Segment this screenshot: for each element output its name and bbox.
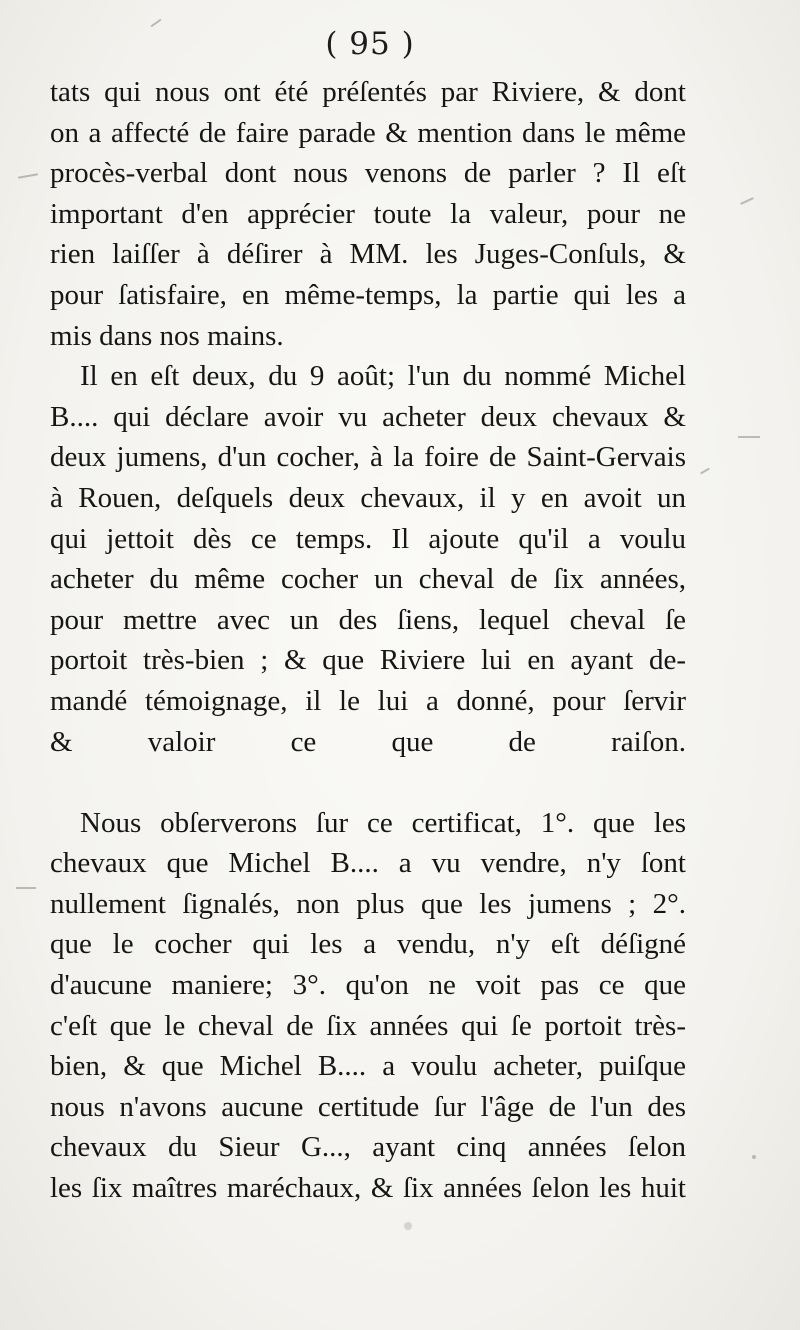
text-line: chevaux que Michel B.... a vu vendre, n'y ſont (50, 847, 686, 880)
scan-speck (700, 468, 710, 475)
text-line: pour mettre avec un des ſiens, lequel cheval ſe (50, 603, 686, 636)
text-line: Nous obſerverons ſur ce certificat, 1°. que les (80, 806, 686, 839)
text-line: acheter du même cocher un cheval de ſix années, (50, 563, 686, 596)
body-text (50, 72, 686, 1209)
text-line: nullement ſignalés, non plus que les jumens ; 2°. (50, 887, 686, 920)
text-line: mandé témoignage, il le lui a donné, pour ſervir (50, 684, 686, 717)
text-line: tats qui nous ont été préſentés par Riviere, & dont (50, 76, 686, 108)
text-line: nous n'avons aucune certitude ſur l'âge de l'un des (50, 1090, 686, 1123)
text-line: portoit très-bien ; & que Riviere lui en ayant de- (50, 644, 686, 677)
scan-speck (752, 1155, 756, 1159)
text-line: que le cocher qui les a vendu, n'y eſt déſigné (50, 928, 686, 961)
scan-speck (18, 173, 38, 178)
text-line: B.... qui déclare avoir vu acheter deux chevaux & (50, 400, 686, 433)
text-line: & valoir ce que de raiſon. (50, 725, 686, 758)
text-line: important d'en apprécier toute la valeur, pour ne (50, 197, 686, 230)
text-line: procès-verbal dont nous venons de parler ? Il eſt (50, 157, 686, 190)
text-line: d'aucune maniere; 3°. qu'on ne voit pas ce que (50, 969, 686, 1002)
text-line: chevaux du Sieur G..., ayant cinq années ſelon (50, 1131, 686, 1164)
text-line: on a affecté de faire parade & mention dans le même (50, 116, 686, 149)
scan-speck (740, 197, 754, 205)
scan-speck (404, 1222, 412, 1230)
text-line: deux jumens, d'un cocher, à la foire de Saint-Gervais (50, 441, 686, 474)
text-line: à Rouen, deſquels deux chevaux, il y en avoit un (50, 481, 686, 514)
text-line: les ſix maîtres maréchaux, & ſix années ſelon les huit (50, 1172, 686, 1205)
scan-speck (16, 887, 36, 889)
text-line: pour ſatisfaire, en même-temps, la partie qui les a (50, 278, 686, 311)
scan-speck (738, 436, 760, 438)
page-number: ( 95 ) (325, 26, 415, 62)
text-line (50, 762, 686, 803)
text-line: Il en eſt deux, du 9 août; l'un du nommé Michel (80, 360, 686, 393)
text-line: c'eſt que le cheval de ſix années qui ſe portoit très- (50, 1009, 686, 1042)
text-line: qui jettoit dès ce temps. Il ajoute qu'il a voulu (50, 522, 686, 555)
text-line: rien laiſſer à déſirer à MM. les Juges-Conſuls, & (50, 238, 686, 271)
text-line: mis dans nos mains. (50, 319, 284, 352)
text-line: bien, & que Michel B.... a voulu acheter, puiſque (50, 1050, 686, 1083)
